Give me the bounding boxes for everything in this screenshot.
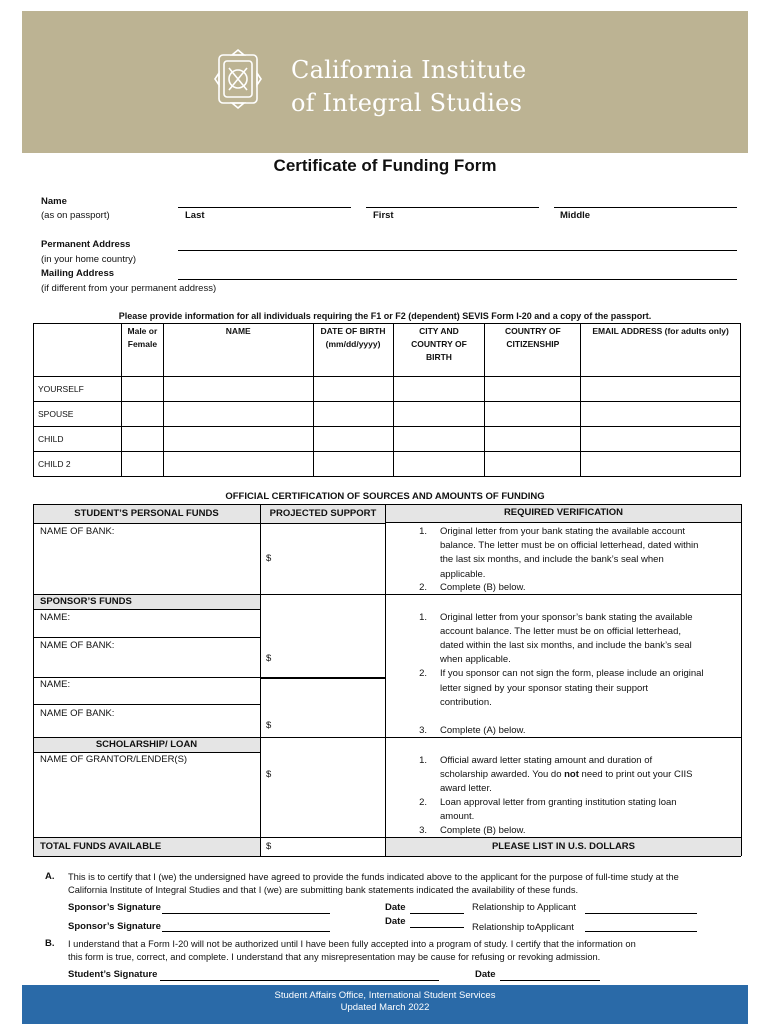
persons-header-citizenship: COUNTRY OF CITIZENSHIP — [485, 324, 581, 377]
list-item: amount. — [440, 811, 475, 822]
persons-header-birthplace: CITY AND COUNTRY OF BIRTH — [393, 324, 485, 377]
grid-line — [261, 677, 385, 679]
list-item: the last six months, and include the bank’s seal when — [440, 554, 664, 565]
permanent-address-sublabel: (in your home country) — [41, 254, 137, 265]
table-row — [34, 452, 741, 477]
total-amount-field[interactable]: $ — [266, 841, 272, 852]
list-number: 3. — [419, 725, 427, 736]
personal-funds-header: STUDENT’S PERSONAL FUNDS — [74, 508, 219, 519]
name-sublabel: (as on passport) — [41, 210, 110, 221]
last-label: Last — [185, 210, 205, 221]
list-item: Complete (A) below. — [440, 725, 526, 736]
sponsor-funds-header: SPONSOR’S FUNDS — [40, 596, 132, 607]
table-cell[interactable] — [121, 377, 163, 402]
footer-line1: Student Affairs Office, International Student Services — [274, 990, 496, 1001]
list-number: 1. — [419, 526, 427, 537]
first-name-field[interactable] — [366, 207, 539, 208]
list-number: 2. — [419, 668, 427, 679]
scholarship-amount-field[interactable]: $ — [266, 769, 272, 780]
table-cell[interactable] — [121, 427, 163, 452]
permanent-address-field[interactable] — [178, 250, 737, 251]
date-label-2: Date — [385, 916, 406, 927]
table-cell[interactable] — [581, 377, 741, 402]
section-b-text-line2: this form is true, correct, and complete. I understand that any misrepresentation may be cause for refusing or revoking admission. — [68, 952, 601, 962]
funding-section-title: OFFICIAL CERTIFICATION OF SOURCES AND AMOUNTS OF FUNDING — [225, 491, 545, 502]
grid-line — [33, 523, 385, 524]
date-field[interactable] — [410, 913, 464, 914]
first-label: First — [373, 210, 394, 221]
table-cell[interactable] — [485, 427, 581, 452]
table-cell[interactable] — [121, 452, 163, 477]
table-row — [34, 377, 741, 402]
persons-header-sex: Male or Female — [121, 324, 163, 377]
table-cell[interactable] — [581, 452, 741, 477]
sponsor2-bank-label: NAME OF BANK: — [40, 708, 115, 719]
sponsor-signature-label: Sponsor’s Signature — [68, 902, 161, 913]
table-cell[interactable] — [581, 427, 741, 452]
last-name-field[interactable] — [178, 207, 351, 208]
list-item: award letter. — [440, 783, 492, 794]
mailing-address-sublabel: (if different from your permanent address) — [41, 283, 217, 294]
list-item: Complete (B) below. — [440, 825, 526, 836]
grid-line — [33, 594, 741, 595]
section-a-text-line2: California Institute of Integral Studies and that I (we) are submitting bank statements indicated the availability of these funds. — [68, 885, 579, 895]
table-cell[interactable] — [313, 427, 393, 452]
table-cell[interactable] — [313, 452, 393, 477]
list-item: applicable. — [440, 569, 486, 580]
mailing-address-label: Mailing Address — [41, 268, 115, 279]
middle-label: Middle — [560, 210, 591, 221]
table-row — [34, 402, 741, 427]
relationship-label-2: Relationship toApplicant — [472, 922, 574, 933]
sponsor-signature-field-2[interactable] — [162, 931, 330, 932]
list-item: letter signed by your sponsor stating their support — [440, 683, 649, 694]
table-cell[interactable] — [485, 402, 581, 427]
grid-line — [33, 504, 34, 856]
student-signature-label: Student’s Signature — [68, 969, 158, 980]
section-a-text-line1: This is to certify that I (we) the undersigned have agreed to provide the funds indicated above to the applicant for the purpose of full-time study at the — [68, 872, 679, 882]
list-item: dated within the last six months, and include the bank’s seal — [440, 640, 692, 651]
persons-instruction: Please provide information for all individuals requiring the F1 or F2 (dependent) SEVIS Form I-20 and a copy of the passport. — [118, 311, 652, 321]
table-cell[interactable] — [313, 402, 393, 427]
grid-line — [33, 837, 741, 838]
table-cell[interactable] — [393, 402, 485, 427]
grid-line — [33, 704, 260, 705]
list-item: balance. The letter must be on official letterhead, dated within — [440, 540, 699, 551]
table-cell[interactable] — [485, 377, 581, 402]
persons-header-name: NAME — [163, 324, 313, 377]
student-date-field[interactable] — [500, 980, 600, 981]
section-b-letter: B. — [45, 938, 55, 949]
grid-line — [33, 856, 741, 857]
table-cell[interactable] — [163, 377, 313, 402]
persons-header-dob: DATE OF BIRTH (mm/dd/yyyy) — [313, 324, 393, 377]
permanent-address-label: Permanent Address — [41, 239, 131, 250]
sponsor2-name-label: NAME: — [40, 679, 71, 690]
list-item: scholarship awarded. You do not need to print out your CIIS — [440, 769, 693, 780]
grid-line — [260, 504, 261, 856]
list-number: 2. — [419, 582, 427, 593]
logo-text-line2: of Integral Studies — [291, 89, 523, 117]
grid-line — [386, 522, 741, 523]
projected-support-header: PROJECTED SUPPORT — [269, 508, 377, 519]
sponsor-signature-label-2: Sponsor’s Signature — [68, 921, 161, 932]
list-number: 3. — [419, 825, 427, 836]
list-item: Original letter from your bank stating the available account — [440, 526, 686, 537]
grid-line — [33, 504, 741, 505]
table-cell[interactable] — [581, 402, 741, 427]
sponsor-bank-label: NAME OF BANK: — [40, 640, 115, 651]
sponsor2-amount-field[interactable]: $ — [266, 720, 272, 731]
relationship-field[interactable] — [585, 913, 697, 914]
mailing-address-field[interactable] — [178, 279, 737, 280]
persons-header-email: EMAIL ADDRESS (for adults only) — [581, 324, 741, 377]
list-number: 1. — [419, 612, 427, 623]
sponsor-name-label: NAME: — [40, 612, 71, 623]
required-verification-header: REQUIRED VERIFICATION — [503, 507, 624, 518]
list-item: Loan approval letter from granting institution stating loan — [440, 797, 677, 808]
list-usd-label: PLEASE LIST IN U.S. DOLLARS — [491, 841, 636, 852]
table-cell[interactable] — [393, 377, 485, 402]
list-item: Complete (B) below. — [440, 582, 526, 593]
date-field-2[interactable] — [410, 927, 464, 928]
table-cell[interactable] — [393, 427, 485, 452]
total-funds-label: TOTAL FUNDS AVAILABLE — [40, 841, 162, 852]
table-cell[interactable] — [313, 377, 393, 402]
footer-bar — [22, 985, 748, 1024]
grid-line — [385, 504, 386, 856]
name-label: Name — [41, 196, 67, 207]
persons-header-blank — [34, 324, 122, 377]
table-cell[interactable] — [485, 452, 581, 477]
grid-line — [33, 637, 260, 638]
relationship-label: Relationship to Applicant — [472, 902, 577, 913]
student-date-label: Date — [475, 969, 496, 980]
section-a-letter: A. — [45, 871, 55, 882]
list-item: Original letter from your sponsor’s bank stating the available — [440, 612, 693, 623]
section-b-text-line1: I understand that a Form I-20 will not be authorized until I have been fully accepted into a program of study. I certify that the information on — [68, 939, 636, 949]
student-signature-field[interactable] — [160, 980, 439, 981]
middle-name-field[interactable] — [554, 207, 737, 208]
table-cell[interactable] — [163, 402, 313, 427]
row-label-spouse: SPOUSE — [34, 402, 122, 427]
row-label-yourself: YOURSELF — [34, 377, 122, 402]
persons-table — [33, 323, 741, 477]
sponsor-amount-field[interactable]: $ — [266, 653, 272, 664]
row-label-child2: CHILD 2 — [34, 452, 122, 477]
relationship-field-2[interactable] — [585, 931, 697, 932]
scholarship-header: SCHOLARSHIP/ LOAN — [95, 739, 198, 750]
table-cell[interactable] — [163, 452, 313, 477]
grantor-label: NAME OF GRANTOR/LENDER(S) — [40, 754, 188, 765]
list-item: account balance. The letter must be on official letterhead, — [440, 626, 681, 637]
list-item: If you sponsor can not sign the form, please include an original — [440, 668, 704, 679]
row-label-child: CHILD — [34, 427, 122, 452]
table-cell[interactable] — [121, 402, 163, 427]
personal-bank-label: NAME OF BANK: — [40, 526, 115, 537]
list-number: 2. — [419, 797, 427, 808]
sponsor-signature-field[interactable] — [162, 913, 330, 914]
grid-line — [741, 504, 742, 856]
table-cell[interactable] — [393, 452, 485, 477]
list-item: when applicable. — [440, 654, 511, 665]
date-label: Date — [385, 902, 406, 913]
ciis-seal-logo — [213, 47, 263, 111]
list-item: contribution. — [440, 697, 492, 708]
page-title: Certificate of Funding Form — [273, 156, 497, 175]
personal-amount-field[interactable]: $ — [266, 553, 272, 564]
list-item: Official award letter stating amount and duration of — [440, 755, 653, 766]
logo-text-line1: California Institute — [291, 56, 527, 84]
list-number: 1. — [419, 755, 427, 766]
table-cell[interactable] — [163, 427, 313, 452]
table-row — [34, 427, 741, 452]
footer-line2: Updated March 2022 — [340, 1002, 430, 1013]
